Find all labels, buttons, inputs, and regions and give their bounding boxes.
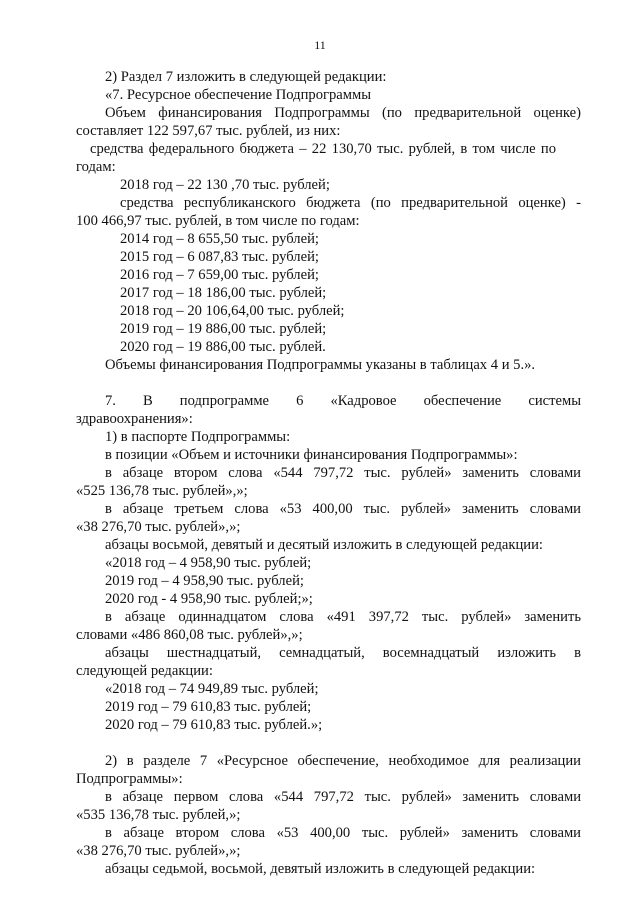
text-line: 2019 год – 79 610,83 тыс. рублей; bbox=[105, 699, 312, 715]
text-line: 2) в разделе 7 «Ресурсное обеспечение, необходимое для реализации bbox=[105, 753, 581, 769]
text-line: в абзаце первом слова «544 797,72 тыс. рублей» заменить словами bbox=[105, 789, 581, 805]
text-line: Объем финансирования Подпрограммы (по предварительной оценке) bbox=[105, 105, 581, 121]
text-line: «2018 год – 4 958,90 тыс. рублей; bbox=[105, 555, 312, 571]
page-number: 11 bbox=[314, 38, 326, 52]
text-line: 2019 год – 4 958,90 тыс. рублей; bbox=[105, 573, 304, 589]
text-line: в абзаце втором слова «544 797,72 тыс. рублей» заменить словами bbox=[105, 465, 581, 481]
text-line: 7. В подпрограмме 6 «Кадровое обеспечение системы bbox=[105, 393, 581, 409]
text-line: 2016 год – 7 659,00 тыс. рублей; bbox=[120, 267, 319, 283]
text-line: «7. Ресурсное обеспечение Подпрограммы bbox=[105, 87, 372, 103]
text-line: 2019 год – 19 886,00 тыс. рублей; bbox=[120, 321, 327, 337]
text-line: 2017 год – 18 186,00 тыс. рублей; bbox=[120, 285, 327, 301]
text-line: в позиции «Объем и источники финансирования Подпрограммы»: bbox=[105, 447, 518, 463]
text-line: абзацы восьмой, девятый и десятый изложить в следующей редакции: bbox=[105, 537, 543, 553]
text-line: здравоохранения»: bbox=[76, 411, 193, 427]
text-line: абзацы седьмой, восьмой, девятый изложить в следующей редакции: bbox=[105, 861, 536, 877]
text-line: 100 466,97 тыс. рублей, в том числе по годам: bbox=[76, 213, 360, 229]
text-line: 2018 год – 22 130 ,70 тыс. рублей; bbox=[120, 177, 330, 193]
text-line: следующей редакции: bbox=[76, 663, 213, 679]
text-line: в абзаце одиннадцатом слова «491 397,72 тыс. рублей» заменить bbox=[105, 609, 581, 625]
text-line: годам: bbox=[76, 159, 116, 175]
text-line: 2020 год – 19 886,00 тыс. рублей. bbox=[120, 339, 326, 355]
text-line: Подпрограммы»: bbox=[76, 771, 183, 787]
text-line: в абзаце третьем слова «53 400,00 тыс. рублей» заменить словами bbox=[105, 501, 581, 517]
text-line: средства республиканского бюджета (по предварительной оценке) - bbox=[120, 195, 581, 211]
text-line: 2020 год – 79 610,83 тыс. рублей.»; bbox=[105, 717, 323, 733]
text-line: 2015 год – 6 087,83 тыс. рублей; bbox=[120, 249, 319, 265]
text-line: 2) Раздел 7 изложить в следующей редакции: bbox=[105, 69, 387, 85]
text-line: в абзаце втором слова «53 400,00 тыс. рублей» заменить словами bbox=[105, 825, 581, 841]
text-line: 2014 год – 8 655,50 тыс. рублей; bbox=[120, 231, 319, 247]
text-line: «2018 год – 74 949,89 тыс. рублей; bbox=[105, 681, 319, 697]
text-line: «38 276,70 тыс. рублей»,»; bbox=[76, 843, 241, 859]
text-line: средства федерального бюджета – 22 130,70 тыс. рублей, в том числе по bbox=[90, 141, 556, 157]
text-line: словами «486 860,08 тыс. рублей»,»; bbox=[76, 627, 303, 643]
text-line: составляет 122 597,67 тыс. рублей, из них: bbox=[76, 123, 341, 139]
text-line: Объемы финансирования Подпрограммы указаны в таблицах 4 и 5.». bbox=[105, 357, 536, 373]
text-line: «535 136,78 тыс. рублей,»; bbox=[76, 807, 241, 823]
text-line: «38 276,70 тыс. рублей»,»; bbox=[76, 519, 241, 535]
text-line: 1) в паспорте Подпрограммы: bbox=[105, 429, 291, 445]
text-line: абзацы шестнадцатый, семнадцатый, восемнадцатый изложить в bbox=[105, 645, 581, 661]
text-line: 2020 год - 4 958,90 тыс. рублей;»; bbox=[105, 591, 313, 607]
text-line: 2018 год – 20 106,64,00 тыс. рублей; bbox=[120, 303, 345, 319]
text-line: «525 136,78 тыс. рублей»,»; bbox=[76, 483, 248, 499]
